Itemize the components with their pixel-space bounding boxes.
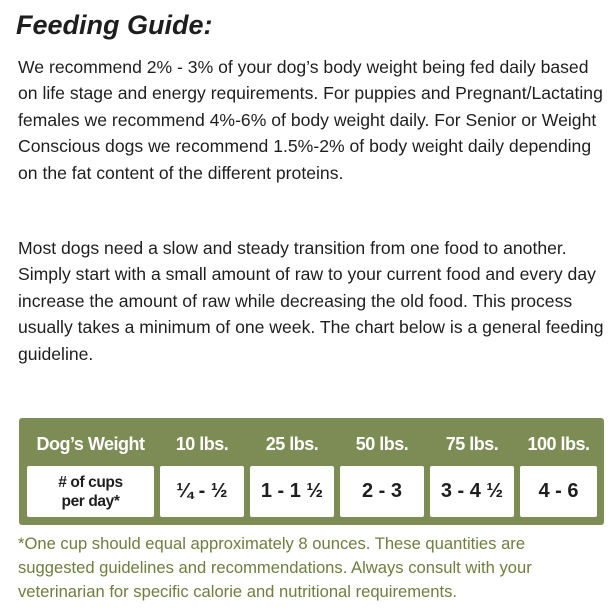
header-25-lbs: 25 lbs. xyxy=(265,433,319,454)
cups-10-lbs: ¼ - ½ xyxy=(160,466,244,517)
footnote-line-1: *One cup should equal approximately 8 ounces. These quantities are xyxy=(18,534,526,553)
row-label-text: # of cups per day* xyxy=(58,473,123,510)
header-75-lbs: 75 lbs. xyxy=(445,433,499,454)
recommendation-paragraph: We recommend 2% - 3% of your dog’s body weight being fed daily based on life stage and energy requirements. For puppies and Pregnant/Lactating females we recommend 4%-6% of body weight daily. For Senior or Weight Conscious dogs we recommend 1.5%-2% of body weight daily depending on the fat content of the different proteins. xyxy=(18,57,603,183)
header-100-lbs: 100 lbs. xyxy=(527,433,590,454)
row-label-cups-per-day xyxy=(27,466,154,517)
feeding-table xyxy=(19,418,604,525)
cups-50-lbs: 2 - 3 xyxy=(340,466,424,517)
transition-paragraph: Most dogs need a slow and steady transition from one food to another. Simply start with a small amount of raw to your current food and every day increase the amount of raw while decreasing the old food. This process usually takes a minimum of one week. The chart below is a general feeding guideline. xyxy=(18,238,604,364)
cups-75-lbs: 3 - 4 ½ xyxy=(430,466,514,517)
page-title: Feeding Guide: xyxy=(16,10,213,40)
header-50-lbs: 50 lbs. xyxy=(355,433,409,454)
footnote-line-2: suggested guidelines and recommendations. Always consult with your xyxy=(18,558,532,577)
footnote xyxy=(18,532,610,604)
cups-100-lbs: 4 - 6 xyxy=(520,466,597,517)
footnote-line-3: veterinarian for specific calorie and nutritional requirements. xyxy=(18,582,458,601)
header-dogs-weight: Dog’s Weight xyxy=(36,433,145,454)
header-10-lbs: 10 lbs. xyxy=(175,433,229,454)
cups-25-lbs: 1 - 1 ½ xyxy=(250,466,334,517)
